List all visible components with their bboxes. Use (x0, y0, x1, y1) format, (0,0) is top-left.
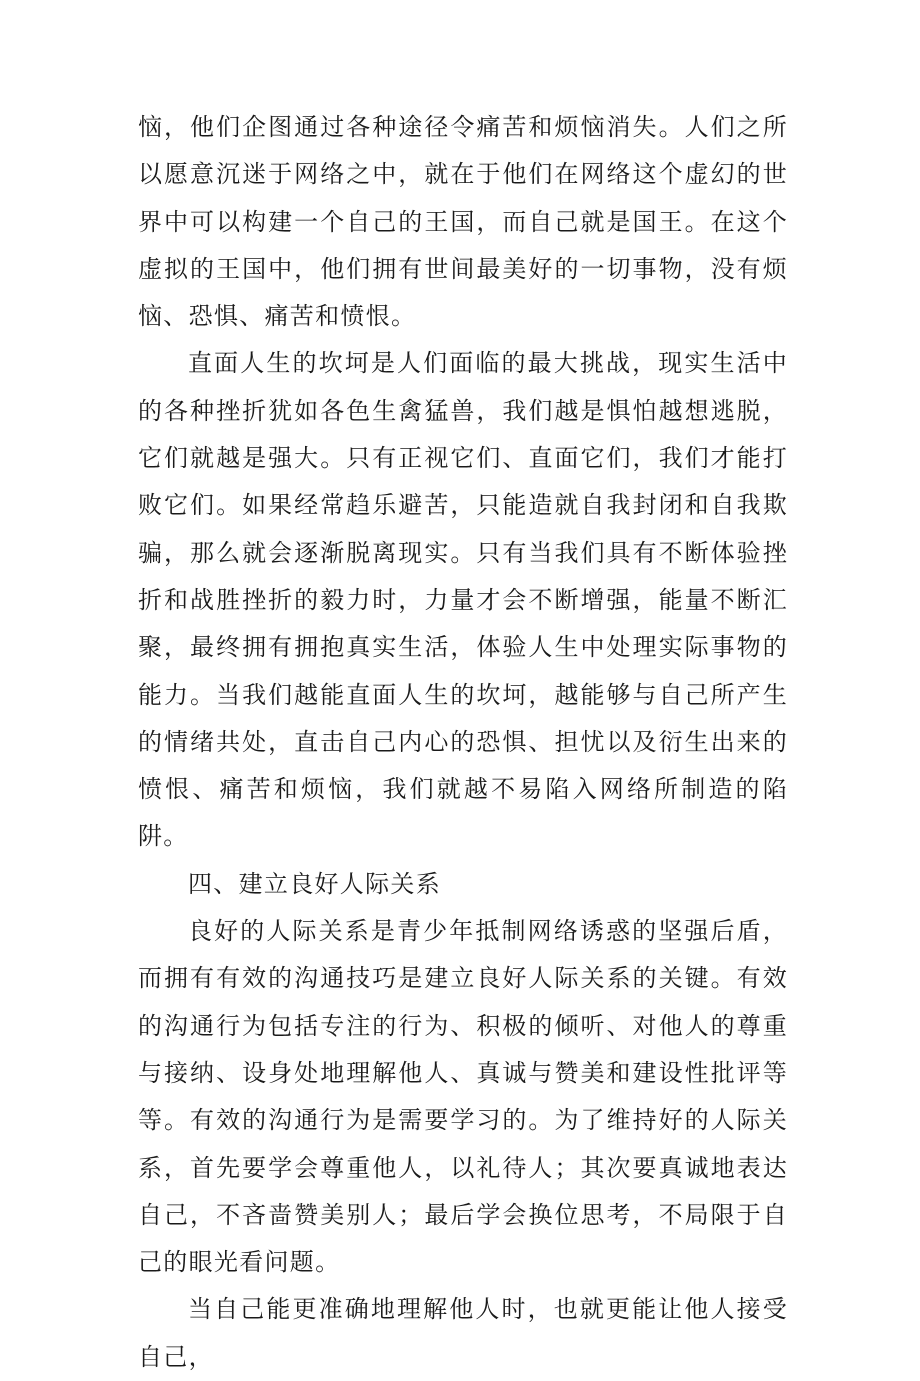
paragraph-facing-hardships: 直面人生的坎坷是人们面临的最大挑战，现实生活中的各种挫折犹如各色生禽猛兽，我们越是惧怕越想逃脱，它们就越是强大。只有正视它们、直面它们，我们才能打败它们。如果经常趋乐避苦，只能造就自我封闭和自我欺骗，那么就会逐渐脱离现实。只有当我们具有不断体验挫折和战胜挫折的毅力时，力量才会不断增强，能量不断汇聚，最终拥有拥抱真实生活，体验人生中处理实际事物的能力。当我们越能直面人生的坎坷，越能够与自己所产生的情绪共处，直击自己内心的恐惧、担忧以及衍生出来的愤恨、痛苦和烦恼，我们就越不易陷入网络所制造的陷阱。 (138, 349, 788, 851)
paragraph-understanding: 当自己能更准确地理解他人时，也就更能让他人接受自己， (138, 1295, 788, 1371)
paragraph-continuation: 恼，他们企图通过各种途径令痛苦和烦恼消失。人们之所以愿意沉迷于网络之中，就在于他们在网络这个虚幻的世界中可以构建一个自己的王国，而自己就是国王。在这个虚拟的王国中，他们拥有世间最美好的一切事物，没有烦恼、恐惧、痛苦和愤恨。 (138, 113, 788, 331)
document-body (138, 104, 788, 1381)
section-heading: 四、建立良好人际关系 (188, 869, 441, 898)
paragraph-relationships: 良好的人际关系是青少年抵制网络诱惑的坚强后盾，而拥有有效的沟通技巧是建立良好人际关系的关键。有效的沟通行为包括专注的行为、积极的倾听、对他人的尊重与接纳、设身处地理解他人、真诚与赞美和建设性批评等等。有效的沟通行为是需要学习的。为了维持好的人际关系，首先要学会尊重他人，以礼待人；其次要真诚地表达自己，不吝啬赞美别人；最后学会换位思考，不局限于自己的眼光看问题。 (138, 917, 788, 1277)
